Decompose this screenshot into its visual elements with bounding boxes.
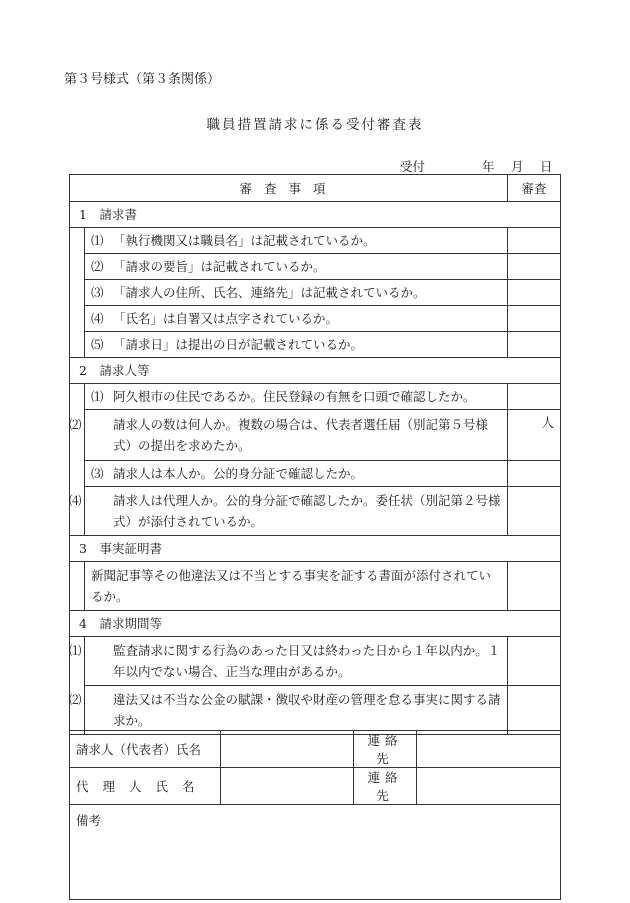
item-text: 違法又は不当な公金の賦課・徴収や財産の管理を怠る事実に関する請求か。: [113, 692, 501, 728]
section-title: 3 事実証明書: [70, 536, 561, 562]
item-number: ⑵: [69, 692, 82, 707]
person-count-cell[interactable]: 人: [508, 410, 561, 461]
table-header-row: [70, 175, 561, 202]
item-text: 新聞記事等その他違法又は不当とする事実を証する書面が添付されているか。: [91, 568, 492, 604]
check-cell[interactable]: [508, 637, 561, 686]
section-row: [70, 202, 561, 228]
item-number: ⑴: [69, 643, 82, 658]
item-text: 阿久根市の住民であるか。住民登録の有無を口頭で確認したか。: [113, 389, 476, 404]
contact-label: 連絡先: [354, 731, 417, 768]
check-cell[interactable]: [508, 332, 561, 358]
section-row: [70, 536, 561, 562]
section-row: [70, 358, 561, 384]
table-row: [70, 306, 561, 332]
section-title: 4 請求期間等: [70, 611, 561, 637]
table-row: [70, 280, 561, 306]
item-text: 請求人の数は何人か。複数の場合は、代表者選任届（別記第５号様式）の提出を求めたか。: [113, 417, 489, 453]
item-text: 「氏名」は自署又は点字されているか。: [113, 311, 339, 326]
section-title: 1 請求書: [70, 202, 561, 228]
remarks-field[interactable]: [70, 805, 561, 900]
item-text: 請求人は本人か。公的身分証で確認したか。: [113, 466, 364, 481]
header-items: 審査事項: [70, 175, 508, 202]
requester-table: [69, 730, 561, 900]
item-number: ⑸: [91, 337, 104, 352]
table-row: [70, 332, 561, 358]
representative-label: 請求人（代表者）氏名: [70, 731, 221, 768]
representative-name-field[interactable]: [221, 731, 354, 768]
agent-label: 代理人氏名: [70, 768, 221, 805]
header-check: 審査: [508, 175, 561, 202]
item-number: ⑴: [91, 389, 104, 404]
item-number: ⑵: [91, 259, 104, 274]
representative-contact-field[interactable]: [417, 731, 561, 768]
item-number: ⑴: [91, 233, 104, 248]
review-table: [69, 174, 561, 735]
section-row: [70, 611, 561, 637]
agent-contact-field[interactable]: [417, 768, 561, 805]
table-row: [70, 686, 561, 735]
table-row: [70, 254, 561, 280]
item-number: ⑷: [91, 311, 104, 326]
item-text: 「請求の要旨」は記載されているか。: [113, 259, 326, 274]
check-cell[interactable]: [508, 306, 561, 332]
item-text: 「請求日」は提出の日が記載されているか。: [113, 337, 364, 352]
received-month: 月: [511, 159, 524, 174]
item-number: ⑵: [69, 417, 82, 432]
remarks-label: 備考: [76, 813, 102, 828]
page-title: 職員措置請求に係る受付審査表: [206, 117, 424, 133]
table-row: [70, 461, 561, 487]
check-cell[interactable]: [508, 562, 561, 611]
table-row: [70, 228, 561, 254]
table-row: [70, 487, 561, 536]
table-row: [70, 637, 561, 686]
table-row: [70, 731, 561, 768]
section-title: 2 請求人等: [70, 358, 561, 384]
item-text: 監査請求に関する行為のあった日又は終わった日から１年以内か。１年以内でない場合、正当な理由があるか。: [113, 643, 501, 679]
agent-name-field[interactable]: [221, 768, 354, 805]
item-text: 請求人は代理人か。公的身分証で確認したか。委任状（別記第２号様式）が添付されているか。: [113, 493, 501, 529]
table-row: [70, 410, 561, 461]
contact-label: 連絡先: [354, 768, 417, 805]
check-cell[interactable]: [508, 254, 561, 280]
table-row: [70, 384, 561, 410]
item-number: ⑶: [91, 285, 104, 300]
check-cell[interactable]: [508, 228, 561, 254]
received-day: 日: [540, 159, 553, 174]
received-label: 受付: [400, 159, 426, 174]
item-text: 「請求人の住所、氏名、連絡先」は記載されているか。: [113, 285, 426, 300]
table-row: [70, 768, 561, 805]
check-cell[interactable]: [508, 280, 561, 306]
check-cell[interactable]: [508, 384, 561, 410]
item-number: ⑷: [69, 493, 82, 508]
table-row: [70, 805, 561, 900]
item-number: ⑶: [91, 466, 104, 481]
check-cell[interactable]: [508, 686, 561, 735]
form-label: 第３号様式（第３条関係）: [64, 72, 221, 87]
received-year: 年: [482, 159, 495, 174]
item-text: 「執行機関又は職員名」は記載されているか。: [113, 233, 376, 248]
check-cell[interactable]: [508, 487, 561, 536]
table-row: [70, 562, 561, 611]
check-cell[interactable]: [508, 461, 561, 487]
